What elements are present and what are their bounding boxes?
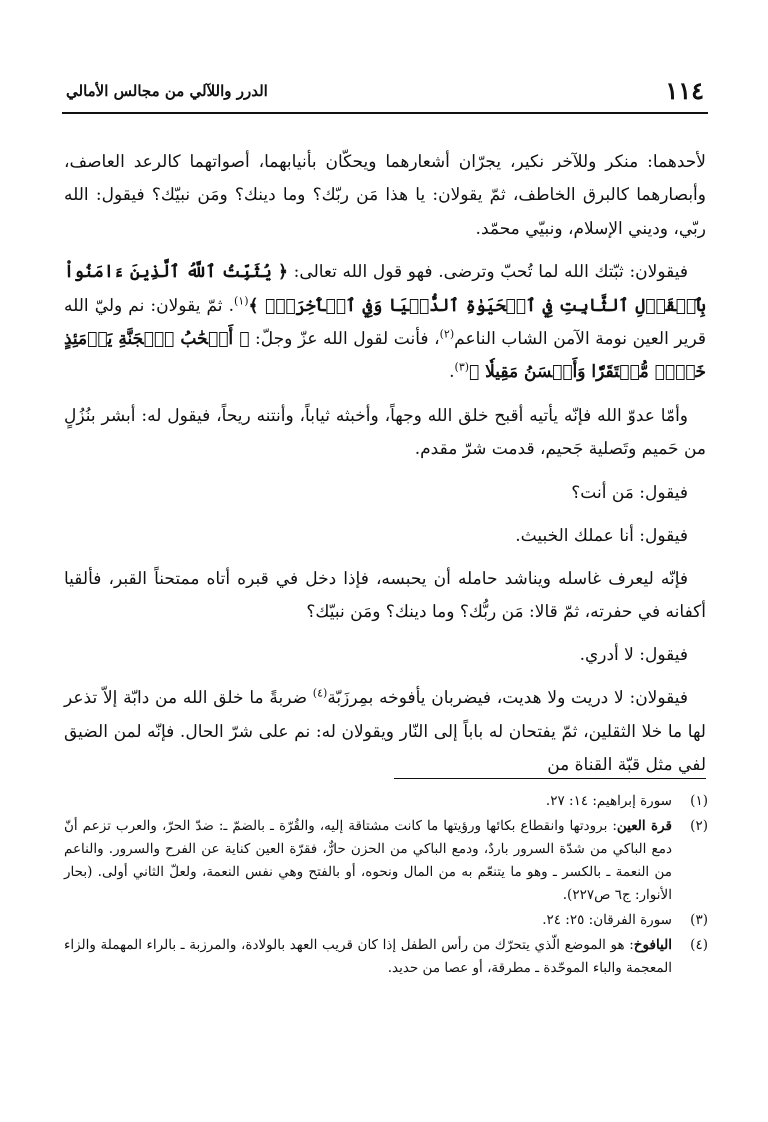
paragraph-5: فيقول: أنا عملك الخبيث. <box>515 525 688 546</box>
footnote-definition: : هو الموضع الّذي يتحرّك من رأس الطفل إذا كان قريب العهد بالولادة، والمرزبة ـ بالراء المهملة والزاء المعجمة والباء الموحّدة ـ مطرقة، أو عصا من حديد. <box>64 937 672 976</box>
paragraph-3: وأمّا عدوّ الله فإنّه يأتيه أقبح خلق الله وجهاً، وأخبثه ثياباً، وأنتنه ريحاً، فيقول له: أبشر بنُزُلٍ من حَميم وتَصلية جَحيم، قدمت شرّ مقدم. <box>64 405 706 460</box>
paragraph-2-part-1: فيقولان: ثبّتك الله لما تُحبّ وترضى. فهو قول الله تعالى: <box>293 262 688 283</box>
footnote-text: سورة الفرقان: ٢٥: ٢٤. <box>542 912 672 928</box>
footnote-text: سورة إبراهيم: ١٤: ٢٧. <box>545 793 672 809</box>
footnote-1 <box>64 790 708 813</box>
page-number: ١١٤ <box>665 76 704 105</box>
paragraph-8-part-1: فيقولان: لا دريت ولا هديت، فيضربان يأفوخه بمِرزَبّة <box>327 688 689 709</box>
footnote-number: (٢) <box>690 818 708 834</box>
footnote-definition: : برودتها وانقطاع بكائها ورؤيتها ما كانت مشتاقة إليه، والقُرّة ـ بالضمّ ـ: ضدّ الحرّ، والعرب تزعم أنّ دمع الباكي من شدّة السرور باردٌ، ودمع الباكي من الحزن حارٌّ، فقرّة العين كناية عن الفرح والسرور. والناعم من النعمة ـ بالكسر ـ وهو ما يتنعّم به من المال ونحوه، أو بالفتح وهي نفس النعمة، ولعلّ الثاني أولى. (بحار الأنوار: ج٦ ص٢٢٧). <box>64 818 672 903</box>
paragraph-2-part-2: . ثمّ يقولان: نم وليّ الله قرير العين نومة الآمن الشاب الناعم <box>64 295 706 350</box>
footnote-number: (٤) <box>690 937 708 953</box>
footnote-4 <box>64 934 708 980</box>
footnotes <box>64 790 708 982</box>
main-text <box>64 146 706 793</box>
footnote-number: (١) <box>690 793 708 809</box>
footnote-term: اليافوخ <box>633 937 672 953</box>
paragraph-1: لأحدهما: منكر وللآخر نكير، يجرّان أشعارهما ويحكّان بأنيابهما، أصواتهما كالرعد العاصف، وأبصارهما كالبرق الخاطف، ثمّ يقولان: يا هذا مَن ربّك؟ وما دينك؟ ومَن نبيّك؟ فيقول: الله ربّي، وديني الإسلام، ونبيّي محمّد. <box>64 152 706 239</box>
footnote-ref-4[interactable]: (٤) <box>312 686 328 700</box>
footnote-2 <box>64 815 708 907</box>
quran-verse-2: ﴿ أَصۡحَٰبُ ٱلۡجَنَّةِ يَوۡمَئِذٍ خَيۡرٞ مُّسۡتَقَرّٗا وَأَحۡسَنُ مَقِيلٗا ﴾ <box>64 329 706 383</box>
footnote-term: قرة العين <box>616 818 672 834</box>
paragraph-2-part-4: . <box>449 362 455 383</box>
footnote-ref-3[interactable]: (٣) <box>454 360 470 374</box>
footnote-ref-2[interactable]: (٢) <box>439 327 455 341</box>
paragraph-2 <box>64 256 706 390</box>
footnote-number: (٣) <box>690 912 708 928</box>
footnote-ref-1[interactable]: (١) <box>233 293 249 307</box>
paragraph-6: فإنّه ليعرف غاسله ويناشد حامله أن يحبسه، فإذا دخل في قبره أتاه ممتحناً القبر، فألقيا أكفانه في حفرته، ثمّ قالا: مَن ربُّك؟ وما دينك؟ ومَن نبيّك؟ <box>64 568 706 623</box>
paragraph-8 <box>64 682 706 782</box>
paragraph-8-part-2: ضربةً ما خلق الله من دابّة إلاّ تذعر لها ما خلا الثقلين، ثمّ يفتحان له باباً إلى النّار ويقولان له: نم على شرّ الحال. فإنّه لمن الضيق لفي مثل قبّة القناة من <box>64 688 706 776</box>
footnote-3 <box>64 909 708 932</box>
footnote-divider <box>394 778 706 779</box>
paragraph-4: فيقول: مَن أنت؟ <box>571 482 688 503</box>
paragraph-7: فيقول: لا أدري. <box>579 645 688 666</box>
footnote-text <box>64 815 672 907</box>
footnote-text <box>64 934 672 980</box>
page-header <box>62 78 708 114</box>
quran-verse-1: ﴿ يُثَبِّتُ ٱللَّهُ ٱلَّذِينَ ءَامَنُواْ بِٱلۡقَوۡلِ ٱلثَّابِتِ فِي ٱلۡحَيَوٰةِ ٱلدُّنۡيَا وَفِي ٱلۡأٓخِرَةِۖ ﴾ <box>64 262 706 316</box>
running-title: الدرر واللآلي من مجالس الأمالي <box>66 82 268 100</box>
paragraph-2-part-3: ، فأنت لقول الله عزّ وجلّ: <box>255 329 440 350</box>
